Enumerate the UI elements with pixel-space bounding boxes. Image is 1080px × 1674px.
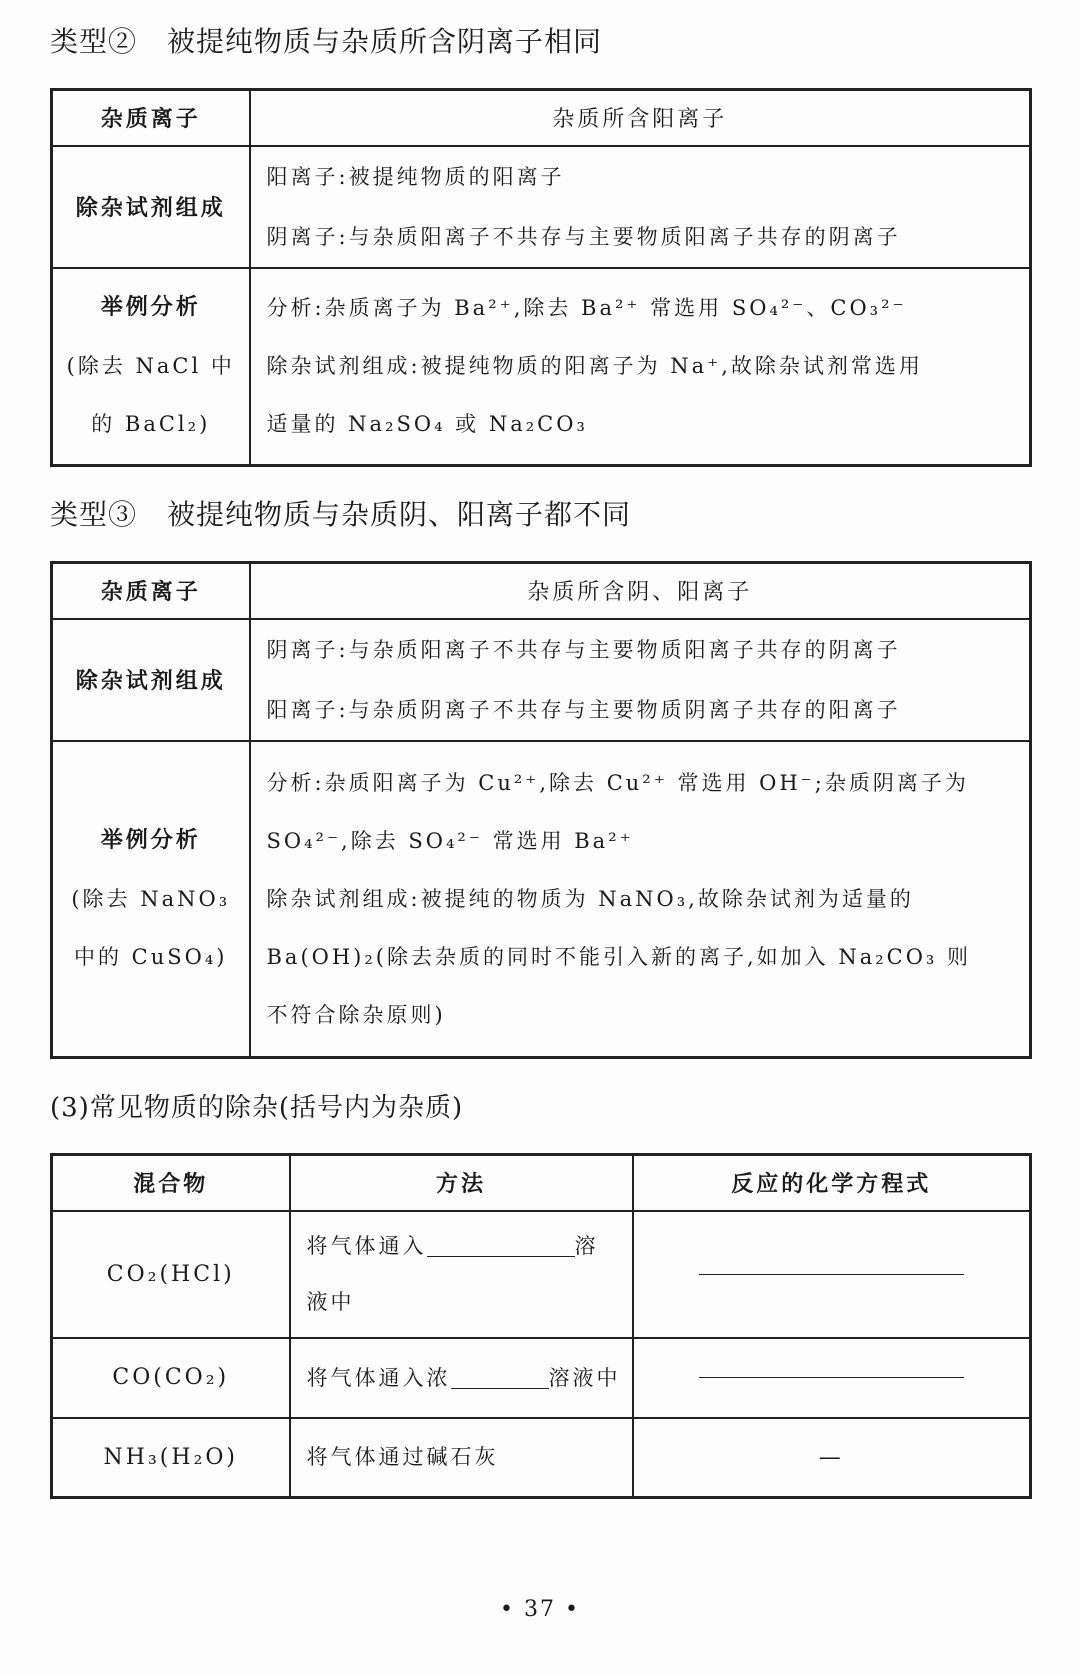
type3-table	[50, 561, 1032, 1059]
mixture-cell: NH₃(H₂O)	[52, 1418, 290, 1498]
type2-row2-sub1: (除去 NaCl 中	[66, 354, 235, 379]
type3-row2-line1: 分析:杂质阳离子为 Cu²⁺,除去 Cu²⁺ 常选用 OH⁻;杂质阴离子为	[266, 770, 969, 795]
section3-heading: (3)常见物质的除杂(括号内为杂质)	[50, 1093, 464, 1123]
method-text: 溶	[574, 1234, 599, 1258]
method-cell	[290, 1418, 633, 1498]
type2-row2-content	[250, 268, 1031, 466]
type2-row1-content	[250, 146, 1031, 268]
method-text: 将气体通过碱石灰	[306, 1445, 499, 1470]
method-text: 溶液中	[548, 1365, 621, 1390]
type2-row2-line3: 适量的 Na₂SO₄ 或 Na₂CO₃	[266, 412, 588, 437]
method-text: 液中	[306, 1290, 355, 1314]
type3-row2-label: 举例分析	[100, 827, 201, 853]
type3-row2-line3: 除杂试剂组成:被提纯的物质为 NaNO₃,故除杂试剂为适量的	[266, 886, 914, 911]
type2-heading	[50, 20, 602, 60]
type3-row2-line4: Ba(OH)₂(除去杂质的同时不能引入新的离子,如加入 Na₂CO₃ 则	[266, 944, 972, 969]
method-text: 将气体通入	[306, 1234, 427, 1258]
section3-header-mixture: 混合物	[52, 1155, 290, 1211]
equation-answer-line[interactable]	[699, 1274, 964, 1275]
section3-header-method: 方法	[290, 1155, 633, 1211]
type2-row2-label-cell	[52, 268, 250, 466]
table-row	[52, 1211, 1031, 1338]
answer-blank[interactable]	[427, 1232, 575, 1257]
method-cell	[290, 1338, 633, 1418]
mixture-cell: CO(CO₂)	[52, 1338, 290, 1418]
type2-table	[50, 88, 1032, 467]
type3-row2-label-cell	[52, 741, 250, 1058]
method-text: 将气体通入浓	[306, 1365, 451, 1390]
type3-col1-header: 杂质离子	[52, 563, 250, 619]
type2-col1-header: 杂质离子	[52, 90, 250, 146]
type3-row2-line2: SO₄²⁻,除去 SO₄²⁻ 常选用 Ba²⁺	[266, 828, 634, 853]
type3-row1-label: 除杂试剂组成	[52, 619, 250, 741]
method-cell	[290, 1211, 633, 1338]
type3-heading	[50, 493, 631, 533]
type2-row2-line1: 分析:杂质离子为 Ba²⁺,除去 Ba²⁺ 常选用 SO₄²⁻、CO₃²⁻	[266, 296, 907, 321]
answer-blank[interactable]	[451, 1364, 549, 1389]
table-row	[52, 1338, 1031, 1418]
table-row	[52, 1418, 1031, 1498]
equation-cell[interactable]	[633, 1338, 1031, 1418]
type2-row2-label: 举例分析	[100, 295, 201, 321]
type3-row2-sub1: (除去 NaNO₃	[71, 886, 231, 911]
type3-heading-label: 类型③	[50, 498, 138, 531]
section3-header-equation: 反应的化学方程式	[633, 1155, 1031, 1211]
type3-row1-content	[250, 619, 1031, 741]
type2-heading-label: 类型②	[50, 25, 138, 58]
type3-row1-line2: 阳离子:与杂质阴离子不共存与主要物质阴离子共存的阳离子	[266, 697, 901, 722]
type2-row1-label: 除杂试剂组成	[52, 146, 250, 268]
type2-row1-line2: 阴离子:与杂质阳离子不共存与主要物质阳离子共存的阴离子	[266, 224, 901, 249]
type3-row1-line1: 阴离子:与杂质阳离子不共存与主要物质阳离子共存的阴离子	[266, 637, 901, 662]
type3-row2-sub2: 中的 CuSO₄)	[74, 944, 228, 969]
type3-row2-content	[250, 741, 1031, 1058]
equation-cell: —	[633, 1418, 1031, 1498]
type2-heading-text: 被提纯物质与杂质所含阴离子相同	[167, 25, 603, 58]
type2-row2-sub2: 的 BaCl₂)	[91, 412, 211, 437]
type3-row2-line5: 不符合除杂原则)	[266, 1002, 446, 1027]
type3-heading-text: 被提纯物质与杂质阴、阳离子都不同	[167, 498, 632, 531]
type2-row2-line2: 除杂试剂组成:被提纯物质的阳离子为 Na⁺,故除杂试剂常选用	[266, 354, 923, 379]
type2-col2-header: 杂质所含阳离子	[250, 90, 1031, 146]
section3-table	[50, 1153, 1032, 1499]
page-number: • 37 •	[500, 1597, 580, 1622]
type3-col2-header: 杂质所含阴、阳离子	[250, 563, 1031, 619]
equation-cell[interactable]	[633, 1211, 1031, 1338]
type2-row1-line1: 阳离子:被提纯物质的阳离子	[266, 164, 565, 189]
mixture-cell: CO₂(HCl)	[52, 1211, 290, 1338]
equation-answer-line[interactable]	[699, 1377, 964, 1378]
